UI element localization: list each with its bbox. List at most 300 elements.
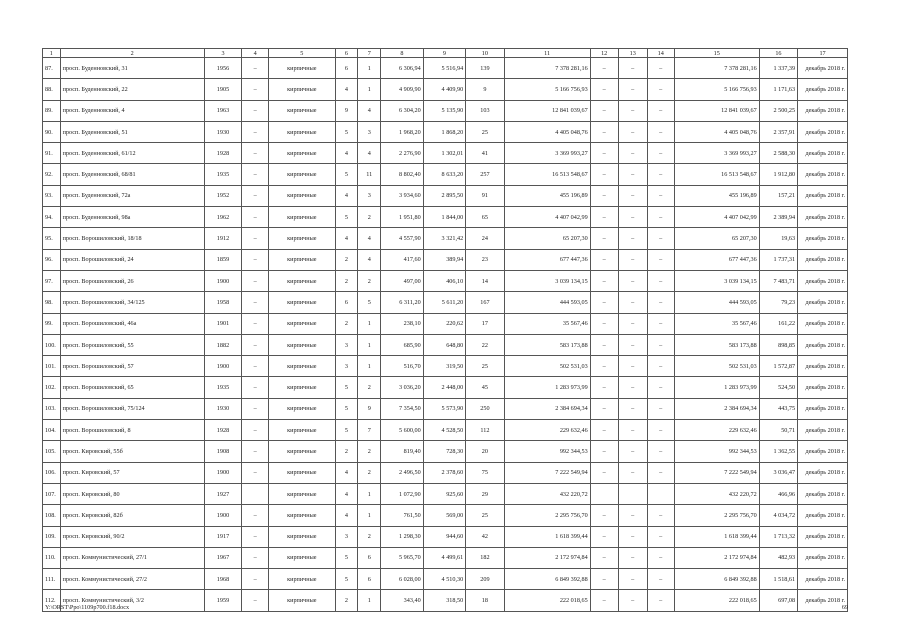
table-cell: – — [242, 569, 269, 590]
table-cell: декабрь 2018 г. — [798, 569, 848, 590]
table-cell: – — [618, 270, 647, 291]
table-row — [43, 356, 848, 377]
table-cell: – — [242, 228, 269, 249]
table-cell: – — [590, 185, 618, 206]
table-cell: просп. Кировский, 80 — [60, 483, 204, 504]
table-row — [43, 590, 848, 611]
table-cell: 6 — [335, 58, 358, 79]
table-cell: 5 611,20 — [423, 292, 466, 313]
table-row — [43, 270, 848, 291]
table-cell: – — [618, 79, 647, 100]
table-cell: декабрь 2018 г. — [798, 505, 848, 526]
table-cell: – — [590, 505, 618, 526]
table-cell: 88. — [43, 79, 61, 100]
table-cell: 3 321,42 — [423, 228, 466, 249]
table-cell: 98. — [43, 292, 61, 313]
table-cell: 5 — [335, 420, 358, 441]
table-cell: – — [590, 462, 618, 483]
table-cell: декабрь 2018 г. — [798, 143, 848, 164]
table-cell: – — [647, 334, 674, 355]
table-cell: – — [242, 207, 269, 228]
table-cell: – — [590, 526, 618, 547]
table-cell: 12 841 039,67 — [674, 100, 759, 121]
table-cell: 5 135,90 — [423, 100, 466, 121]
table-cell: 1 302,01 — [423, 143, 466, 164]
table-cell: кирпичные — [269, 207, 335, 228]
table-cell: 2 389,94 — [759, 207, 797, 228]
table-cell: – — [618, 143, 647, 164]
table-cell: 1958 — [204, 292, 241, 313]
table-cell: 9 — [358, 398, 381, 419]
table-cell: 4 — [335, 505, 358, 526]
table-cell: 1 844,00 — [423, 207, 466, 228]
table-cell: 1 362,55 — [759, 441, 797, 462]
table-cell: 1912 — [204, 228, 241, 249]
table-cell: 4 034,72 — [759, 505, 797, 526]
table-cell: декабрь 2018 г. — [798, 270, 848, 291]
table-cell: 1959 — [204, 590, 241, 611]
table-cell: 5 — [335, 547, 358, 568]
table-cell: 3 — [335, 356, 358, 377]
table-cell: 4 407 042,99 — [674, 207, 759, 228]
table-cell: 455 196,89 — [504, 185, 590, 206]
table-cell: декабрь 2018 г. — [798, 292, 848, 313]
table-cell: 20 — [466, 441, 504, 462]
table-cell: 583 173,88 — [674, 334, 759, 355]
table-cell: кирпичные — [269, 505, 335, 526]
table-cell: 728,30 — [423, 441, 466, 462]
table-cell: 14 — [466, 270, 504, 291]
table-cell: – — [242, 270, 269, 291]
table-cell: 94. — [43, 207, 61, 228]
table-cell: 6 — [335, 292, 358, 313]
table-cell: – — [647, 462, 674, 483]
table-cell: – — [242, 334, 269, 355]
table-cell: 4 — [358, 249, 381, 270]
table-cell: – — [590, 420, 618, 441]
table-cell: 406,10 — [423, 270, 466, 291]
table-cell: 9 — [466, 79, 504, 100]
table-row — [43, 100, 848, 121]
table-cell: 1 572,87 — [759, 356, 797, 377]
table-cell: 250 — [466, 398, 504, 419]
column-header: 13 — [618, 49, 647, 58]
table-cell: декабрь 2018 г. — [798, 377, 848, 398]
table-cell: 992 344,53 — [674, 441, 759, 462]
table-cell: – — [590, 143, 618, 164]
table-cell: декабрь 2018 г. — [798, 462, 848, 483]
column-header: 16 — [759, 49, 797, 58]
table-cell: 4 — [358, 228, 381, 249]
table-cell: кирпичные — [269, 483, 335, 504]
table-cell: 1927 — [204, 483, 241, 504]
table-cell: 1 337,39 — [759, 58, 797, 79]
table-cell: 109. — [43, 526, 61, 547]
table-cell: декабрь 2018 г. — [798, 420, 848, 441]
table-cell: – — [647, 143, 674, 164]
table-cell: 1 — [358, 313, 381, 334]
table-cell: – — [242, 164, 269, 185]
table-cell: – — [647, 79, 674, 100]
table-cell: 104. — [43, 420, 61, 441]
table-cell: – — [618, 356, 647, 377]
table-cell: 25 — [466, 356, 504, 377]
table-cell: – — [590, 164, 618, 185]
table-cell: кирпичные — [269, 143, 335, 164]
table-cell: – — [242, 377, 269, 398]
table-cell: 4 510,30 — [423, 569, 466, 590]
table-cell: просп. Буденновский, 72а — [60, 185, 204, 206]
table-cell: 444 593,05 — [674, 292, 759, 313]
table-cell: 2 295 756,70 — [674, 505, 759, 526]
table-cell: 1 737,31 — [759, 249, 797, 270]
table-cell: декабрь 2018 г. — [798, 356, 848, 377]
column-header: 17 — [798, 49, 848, 58]
table-cell: 482,93 — [759, 547, 797, 568]
table-cell: 100. — [43, 334, 61, 355]
table-cell: – — [590, 292, 618, 313]
table-cell: – — [590, 547, 618, 568]
table-cell: 90. — [43, 121, 61, 142]
table-cell: 97. — [43, 270, 61, 291]
table-cell: 102. — [43, 377, 61, 398]
table-cell: – — [242, 590, 269, 611]
table-cell: 2 — [358, 270, 381, 291]
table-cell: – — [242, 505, 269, 526]
table-cell: – — [590, 313, 618, 334]
table-cell: 1952 — [204, 185, 241, 206]
table-cell: просп. Коммунистический, 27/1 — [60, 547, 204, 568]
table-cell: 5 965,70 — [381, 547, 424, 568]
table-cell: – — [647, 356, 674, 377]
table-cell: 819,40 — [381, 441, 424, 462]
table-cell: кирпичные — [269, 356, 335, 377]
table-cell: 466,96 — [759, 483, 797, 504]
table-cell: 6 306,94 — [381, 58, 424, 79]
table-cell: просп. Буденновский, 4 — [60, 100, 204, 121]
table-cell: декабрь 2018 г. — [798, 121, 848, 142]
table-cell: 3 — [335, 334, 358, 355]
table-cell: – — [590, 270, 618, 291]
table-row — [43, 58, 848, 79]
table-cell: – — [647, 377, 674, 398]
table-cell: просп. Буденновский, 31 — [60, 58, 204, 79]
table-cell: кирпичные — [269, 590, 335, 611]
table-cell: – — [647, 313, 674, 334]
table-cell: кирпичные — [269, 441, 335, 462]
table-row — [43, 185, 848, 206]
table-cell: 2 — [335, 249, 358, 270]
table-cell: 5 — [358, 292, 381, 313]
table-cell: 75 — [466, 462, 504, 483]
table-cell: 4 — [358, 100, 381, 121]
table-cell: 112 — [466, 420, 504, 441]
table-cell: кирпичные — [269, 249, 335, 270]
table-cell: 222 018,65 — [674, 590, 759, 611]
table-cell: 99. — [43, 313, 61, 334]
table-row — [43, 164, 848, 185]
table-cell: – — [242, 526, 269, 547]
table-cell: – — [590, 334, 618, 355]
table-cell: 4 — [335, 228, 358, 249]
table-cell: 6 — [358, 547, 381, 568]
table-cell: 1901 — [204, 313, 241, 334]
table-cell: 6 311,20 — [381, 292, 424, 313]
table-cell: просп. Ворошиловский, 55 — [60, 334, 204, 355]
table-cell: 4 — [335, 483, 358, 504]
table-cell: декабрь 2018 г. — [798, 547, 848, 568]
table-cell: 3 036,20 — [381, 377, 424, 398]
table-cell: 17 — [466, 313, 504, 334]
table-row — [43, 313, 848, 334]
table-cell: 79,23 — [759, 292, 797, 313]
table-cell: – — [647, 58, 674, 79]
table-cell: просп. Буденновский, 61/12 — [60, 143, 204, 164]
table-cell: кирпичные — [269, 79, 335, 100]
table-cell: 455 196,89 — [674, 185, 759, 206]
table-row — [43, 569, 848, 590]
table-cell: 319,50 — [423, 356, 466, 377]
table-cell: 91. — [43, 143, 61, 164]
table-cell: 417,60 — [381, 249, 424, 270]
table-cell: – — [618, 441, 647, 462]
table-cell: 6 304,20 — [381, 100, 424, 121]
table-cell: 4 909,90 — [381, 79, 424, 100]
table-cell: 389,94 — [423, 249, 466, 270]
table-cell: 6 028,00 — [381, 569, 424, 590]
table-cell: декабрь 2018 г. — [798, 207, 848, 228]
column-header: 3 — [204, 49, 241, 58]
column-header: 5 — [269, 49, 335, 58]
table-cell: – — [618, 547, 647, 568]
table-row — [43, 207, 848, 228]
table-cell: 1 — [358, 356, 381, 377]
table-cell: 1 — [358, 58, 381, 79]
table-row — [43, 547, 848, 568]
table-cell: 5 516,94 — [423, 58, 466, 79]
table-cell: 1 283 973,99 — [504, 377, 590, 398]
table-cell: – — [590, 228, 618, 249]
table-cell: просп. Кировский, 55б — [60, 441, 204, 462]
table-cell: 1967 — [204, 547, 241, 568]
table-cell: – — [647, 569, 674, 590]
table-cell: – — [647, 590, 674, 611]
table-cell: – — [647, 526, 674, 547]
table-cell: 4 — [335, 143, 358, 164]
table-cell: кирпичные — [269, 100, 335, 121]
table-cell: просп. Кировский, 57 — [60, 462, 204, 483]
table-cell: 444 593,05 — [504, 292, 590, 313]
table-cell: 2 172 974,84 — [504, 547, 590, 568]
table-cell: 1963 — [204, 100, 241, 121]
table-cell: 502 531,03 — [674, 356, 759, 377]
table-cell: 2 384 694,34 — [504, 398, 590, 419]
table-cell: кирпичные — [269, 569, 335, 590]
table-cell: 9 — [335, 100, 358, 121]
table-cell: 1917 — [204, 526, 241, 547]
table-cell: 2 384 694,34 — [674, 398, 759, 419]
table-cell: – — [590, 590, 618, 611]
table-cell: – — [618, 420, 647, 441]
table-cell: – — [647, 505, 674, 526]
table-row — [43, 526, 848, 547]
table-cell: 23 — [466, 249, 504, 270]
column-header: 12 — [590, 49, 618, 58]
table-cell: 107. — [43, 483, 61, 504]
table-cell: – — [590, 121, 618, 142]
column-header: 10 — [466, 49, 504, 58]
table-cell: 761,50 — [381, 505, 424, 526]
column-header: 8 — [381, 49, 424, 58]
table-cell: просп. Ворошиловский, 34/125 — [60, 292, 204, 313]
table-cell: просп. Ворошиловский, 65 — [60, 377, 204, 398]
table-cell: просп. Коммунистический, 27/2 — [60, 569, 204, 590]
table-cell: 103. — [43, 398, 61, 419]
table-row — [43, 143, 848, 164]
table-cell: просп. Ворошиловский, 46а — [60, 313, 204, 334]
table-cell: 157,21 — [759, 185, 797, 206]
table-cell: 35 567,46 — [674, 313, 759, 334]
table-cell: просп. Буденновский, 51 — [60, 121, 204, 142]
table-cell: 12 841 039,67 — [504, 100, 590, 121]
table-cell: 1 — [358, 590, 381, 611]
table-cell: – — [618, 228, 647, 249]
table-cell: 1900 — [204, 356, 241, 377]
table-cell: 2 448,00 — [423, 377, 466, 398]
table-cell: 2 172 974,84 — [674, 547, 759, 568]
table-cell: 992 344,53 — [504, 441, 590, 462]
table-cell: кирпичные — [269, 121, 335, 142]
table-cell: 220,62 — [423, 313, 466, 334]
table-cell: 1 951,80 — [381, 207, 424, 228]
table-cell: 111. — [43, 569, 61, 590]
table-cell: – — [647, 270, 674, 291]
table-cell: 1 968,20 — [381, 121, 424, 142]
table-cell: 5 — [335, 569, 358, 590]
table-cell: – — [618, 462, 647, 483]
table-cell: 1928 — [204, 143, 241, 164]
table-cell: кирпичные — [269, 164, 335, 185]
table-body — [43, 58, 848, 612]
table-cell: кирпичные — [269, 377, 335, 398]
table-cell: 209 — [466, 569, 504, 590]
table-cell: просп. Коммунистический, 3/2 — [60, 590, 204, 611]
table-cell: 502 531,03 — [504, 356, 590, 377]
table-cell: 5 166 756,93 — [504, 79, 590, 100]
table-cell: 1956 — [204, 58, 241, 79]
table-cell: просп. Кировский, 82б — [60, 505, 204, 526]
table-cell: – — [590, 569, 618, 590]
table-cell: 50,71 — [759, 420, 797, 441]
table-cell: 167 — [466, 292, 504, 313]
table-cell: 2 276,90 — [381, 143, 424, 164]
table-row — [43, 505, 848, 526]
table-cell: кирпичные — [269, 292, 335, 313]
table-row — [43, 121, 848, 142]
table-cell: – — [242, 356, 269, 377]
table-cell: 238,10 — [381, 313, 424, 334]
table-cell — [590, 483, 618, 504]
table-cell: 7 — [358, 420, 381, 441]
table-cell: 1928 — [204, 420, 241, 441]
table-cell: просп. Буденновский, 98а — [60, 207, 204, 228]
table-cell: 4 409,90 — [423, 79, 466, 100]
table-cell — [618, 483, 647, 504]
table-cell: декабрь 2018 г. — [798, 100, 848, 121]
table-cell: 101. — [43, 356, 61, 377]
table-cell: 677 447,36 — [674, 249, 759, 270]
table-cell: – — [242, 547, 269, 568]
table-cell: – — [618, 526, 647, 547]
column-header-row — [43, 49, 848, 58]
table-cell: – — [647, 228, 674, 249]
table-cell: 4 — [358, 143, 381, 164]
table-cell: 2 895,50 — [423, 185, 466, 206]
table-cell: кирпичные — [269, 547, 335, 568]
column-header: 14 — [647, 49, 674, 58]
table-cell: 1 — [358, 483, 381, 504]
table-row — [43, 462, 848, 483]
table-cell: – — [242, 121, 269, 142]
table-cell: 7 378 281,16 — [504, 58, 590, 79]
table-cell: декабрь 2018 г. — [798, 526, 848, 547]
table-cell: 1882 — [204, 334, 241, 355]
table-cell: просп. Ворошиловский, 75/124 — [60, 398, 204, 419]
table-cell: декабрь 2018 г. — [798, 441, 848, 462]
table-cell: 2 — [335, 590, 358, 611]
table-cell: – — [618, 398, 647, 419]
table-cell: просп. Ворошиловский, 24 — [60, 249, 204, 270]
table-cell: декабрь 2018 г. — [798, 79, 848, 100]
table-cell: 35 567,46 — [504, 313, 590, 334]
table-cell: декабрь 2018 г. — [798, 483, 848, 504]
table-cell: 677 447,36 — [504, 249, 590, 270]
table-cell: 18 — [466, 590, 504, 611]
table-cell: 3 036,47 — [759, 462, 797, 483]
table-cell: 3 934,60 — [381, 185, 424, 206]
table-cell: 1 — [358, 334, 381, 355]
table-cell: просп. Ворошиловский, 57 — [60, 356, 204, 377]
table-cell: 96. — [43, 249, 61, 270]
table-cell: – — [590, 398, 618, 419]
table-cell: – — [647, 547, 674, 568]
table-cell: 1905 — [204, 79, 241, 100]
table-cell: 2 378,60 — [423, 462, 466, 483]
table-cell: кирпичные — [269, 526, 335, 547]
table-cell: 2 — [335, 441, 358, 462]
table-cell: 139 — [466, 58, 504, 79]
table-cell: декабрь 2018 г. — [798, 313, 848, 334]
table-cell: – — [590, 356, 618, 377]
column-header: 6 — [335, 49, 358, 58]
table-cell: просп. Ворошиловский, 8 — [60, 420, 204, 441]
table-cell: 4 — [335, 185, 358, 206]
table-cell: – — [242, 249, 269, 270]
table-cell: – — [590, 79, 618, 100]
table-cell: 4 405 048,76 — [674, 121, 759, 142]
table-cell: кирпичные — [269, 228, 335, 249]
table-cell: 1900 — [204, 505, 241, 526]
table-cell: 432 220,72 — [504, 483, 590, 504]
table-cell: – — [618, 569, 647, 590]
table-cell: 42 — [466, 526, 504, 547]
table-cell: 161,22 — [759, 313, 797, 334]
table-row — [43, 292, 848, 313]
table-cell: – — [618, 164, 647, 185]
table-cell: 65 207,30 — [674, 228, 759, 249]
table-cell: 3 369 993,27 — [674, 143, 759, 164]
table-cell: – — [647, 207, 674, 228]
